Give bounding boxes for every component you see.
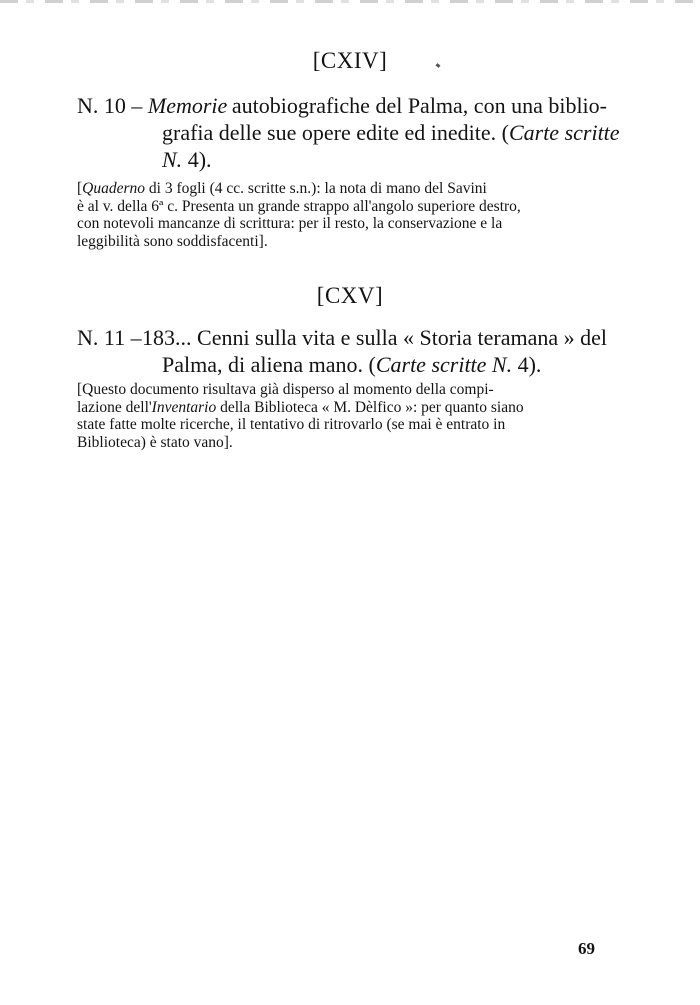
note-text: di 3 fogli (4 cc. scritte s.n.): la nota di mano del Savini: [148, 180, 487, 197]
entry-n10-line-3: [77, 146, 607, 173]
entry-n10: [77, 92, 620, 173]
entry-text: grafia delle sue opere edite ed inedite.: [162, 120, 497, 145]
section-heading-cxiv: [CXIV]: [312, 48, 388, 73]
entry-text: 4).: [187, 147, 212, 172]
entry-text: 183... Cenni sulla vita e sulla « Storia teramana » del: [142, 325, 607, 350]
entry-n10-line-2: [77, 119, 620, 146]
page-number: 69: [578, 939, 595, 958]
note-italic: Quaderno: [82, 180, 146, 197]
entry-italic-source: Carte scritte: [508, 120, 620, 145]
bracket: [: [77, 180, 83, 197]
note-text: con notevoli mancanze di scrittura: per il resto, la conservazione e la: [77, 215, 503, 232]
note-text: lazione dell': [77, 398, 152, 416]
note-n10: [77, 180, 607, 250]
note-text: leggibilità sono soddisfacenti].: [77, 232, 268, 250]
note-line: [77, 381, 607, 399]
note-text: [Questo documento risultava già disperso al momento della compi-: [77, 381, 494, 398]
entry-number: N. 11: [77, 325, 126, 350]
note-line: [77, 180, 607, 198]
entry-n11: [77, 324, 607, 378]
note-text: è al v. della 6ª c. Presenta un grande strappo all'angolo superiore destro,: [77, 197, 521, 215]
paren: (: [501, 120, 509, 145]
note-line: [77, 215, 607, 233]
entry-text: 4).: [517, 352, 542, 377]
entry-dash: –: [131, 93, 143, 118]
note-line: [77, 434, 607, 452]
section-heading-cxv: [CXV]: [316, 283, 384, 308]
entry-n11-line-2: [77, 351, 607, 378]
note-line: [77, 198, 607, 216]
note-text: della Biblioteca « M. Dèlfico »: per quanto siano: [220, 398, 524, 416]
note-n11: [77, 381, 607, 451]
note-line: [77, 399, 607, 417]
entry-dash: –: [130, 325, 142, 350]
entry-text: Palma, di aliena mano. (: [162, 352, 376, 377]
note-line: [77, 416, 607, 434]
entry-title-rest: autobiografiche del Palma, con una biblio-: [231, 93, 607, 118]
entry-n11-line-1: [77, 324, 607, 351]
note-text: Biblioteca) è stato vano].: [77, 433, 233, 451]
entry-number: N. 10: [77, 93, 126, 118]
entry-italic-source: Carte scritte N.: [375, 352, 513, 377]
scan-edge-artifact: [0, 0, 700, 3]
entry-italic-n: N.: [162, 147, 183, 172]
note-italic: Inventario: [151, 398, 217, 416]
note-line: [77, 233, 607, 251]
entry-title-italic: Memorie: [147, 93, 228, 118]
note-text: state fatte molte ricerche, il tentativo di ritrovarlo (se mai è entrato in: [77, 416, 506, 433]
entry-n10-line-1: [77, 92, 607, 119]
